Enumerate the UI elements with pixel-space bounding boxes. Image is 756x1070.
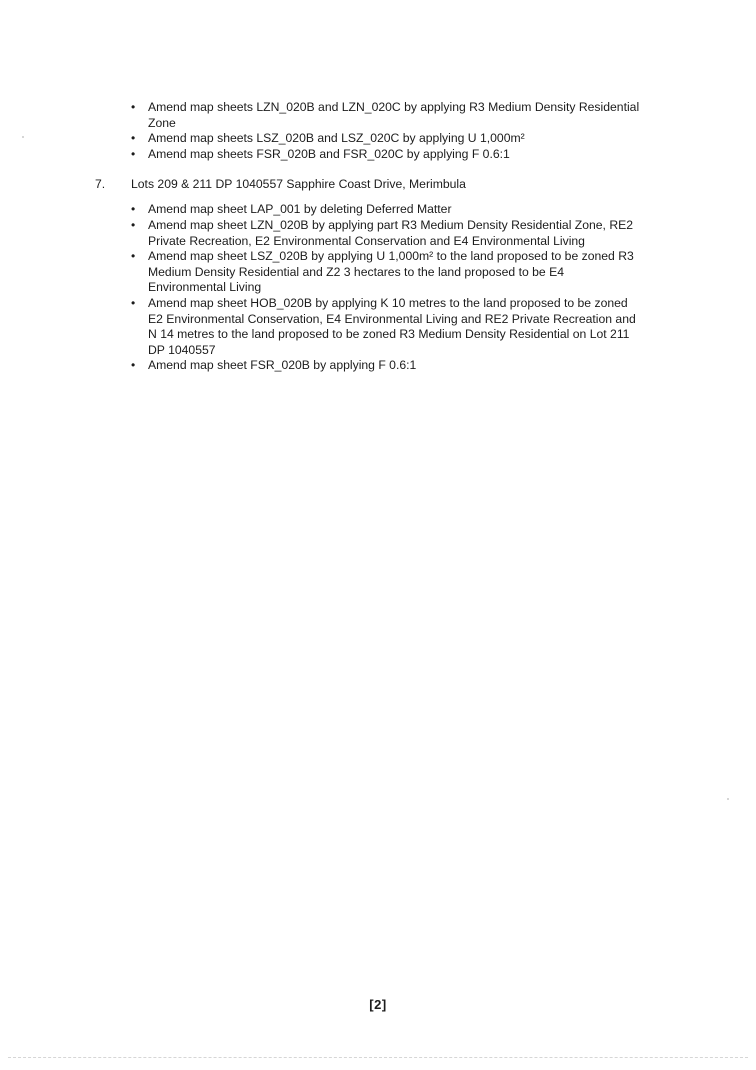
bullet-icon: • — [131, 249, 136, 264]
first-bullet-list — [0, 100, 756, 162]
scan-speck — [727, 798, 729, 800]
list-item-text: Amend map sheet LZN_020B by applying part R3 Medium Density Residential Zone, RE2 Private Recreation, E2 Environmental Conservation and E4 Environmental Living — [148, 217, 634, 248]
list-item-text: Amend map sheet FSR_020B by applying F 0.6:1 — [148, 358, 417, 373]
page-number: [2] — [369, 997, 387, 1012]
list-item-text: Amend map sheet LSZ_020B by applying U 1,000m² to the land proposed to be zoned R3 Medium Density Residential and Z2 3 hectares to the land proposed to be E4 Environmental Living — [148, 249, 634, 295]
bullet-icon: • — [131, 100, 136, 114]
list-item — [0, 358, 756, 374]
numbered-item-7 — [0, 176, 756, 192]
item-title: Lots 209 & 211 DP 1040557 Sapphire Coast Drive, Merimbula — [131, 177, 466, 192]
list-item — [0, 296, 756, 358]
bullet-icon: • — [131, 358, 136, 373]
list-item-text: Amend map sheet HOB_020B by applying K 10 metres to the land proposed to be zoned E2 Environmental Conservation, E4 Environmental Living and RE2 Private Recreation and N 14 metres to the land proposed to be zoned R3 Medium Density Residential on Lot 211 DP 1040557 — [148, 295, 636, 357]
item-number: 7. — [95, 177, 106, 192]
list-item-text: Amend map sheets LZN_020B and LZN_020C by applying R3 Medium Density Residential Zone — [148, 100, 640, 130]
bullet-icon: • — [131, 146, 136, 161]
bullet-icon: • — [131, 295, 136, 310]
list-item — [0, 100, 756, 131]
list-item — [0, 202, 756, 218]
scan-speck — [22, 136, 24, 138]
document-body — [0, 100, 756, 374]
list-item — [0, 131, 756, 147]
bullet-icon: • — [131, 202, 136, 217]
list-item — [0, 147, 756, 163]
page-bottom-divider — [8, 1057, 748, 1058]
bullet-icon: • — [131, 131, 136, 146]
item7-bullet-list — [0, 202, 756, 374]
list-item-text: Amend map sheet LAP_001 by deleting Deferred Matter — [148, 202, 452, 217]
list-item-text: Amend map sheets FSR_020B and FSR_020C by applying F 0.6:1 — [148, 146, 510, 161]
list-item-text: Amend map sheets LSZ_020B and LSZ_020C by applying U 1,000m² — [148, 131, 525, 146]
list-item — [0, 249, 756, 296]
bullet-icon: • — [131, 217, 136, 232]
list-item — [0, 218, 756, 249]
